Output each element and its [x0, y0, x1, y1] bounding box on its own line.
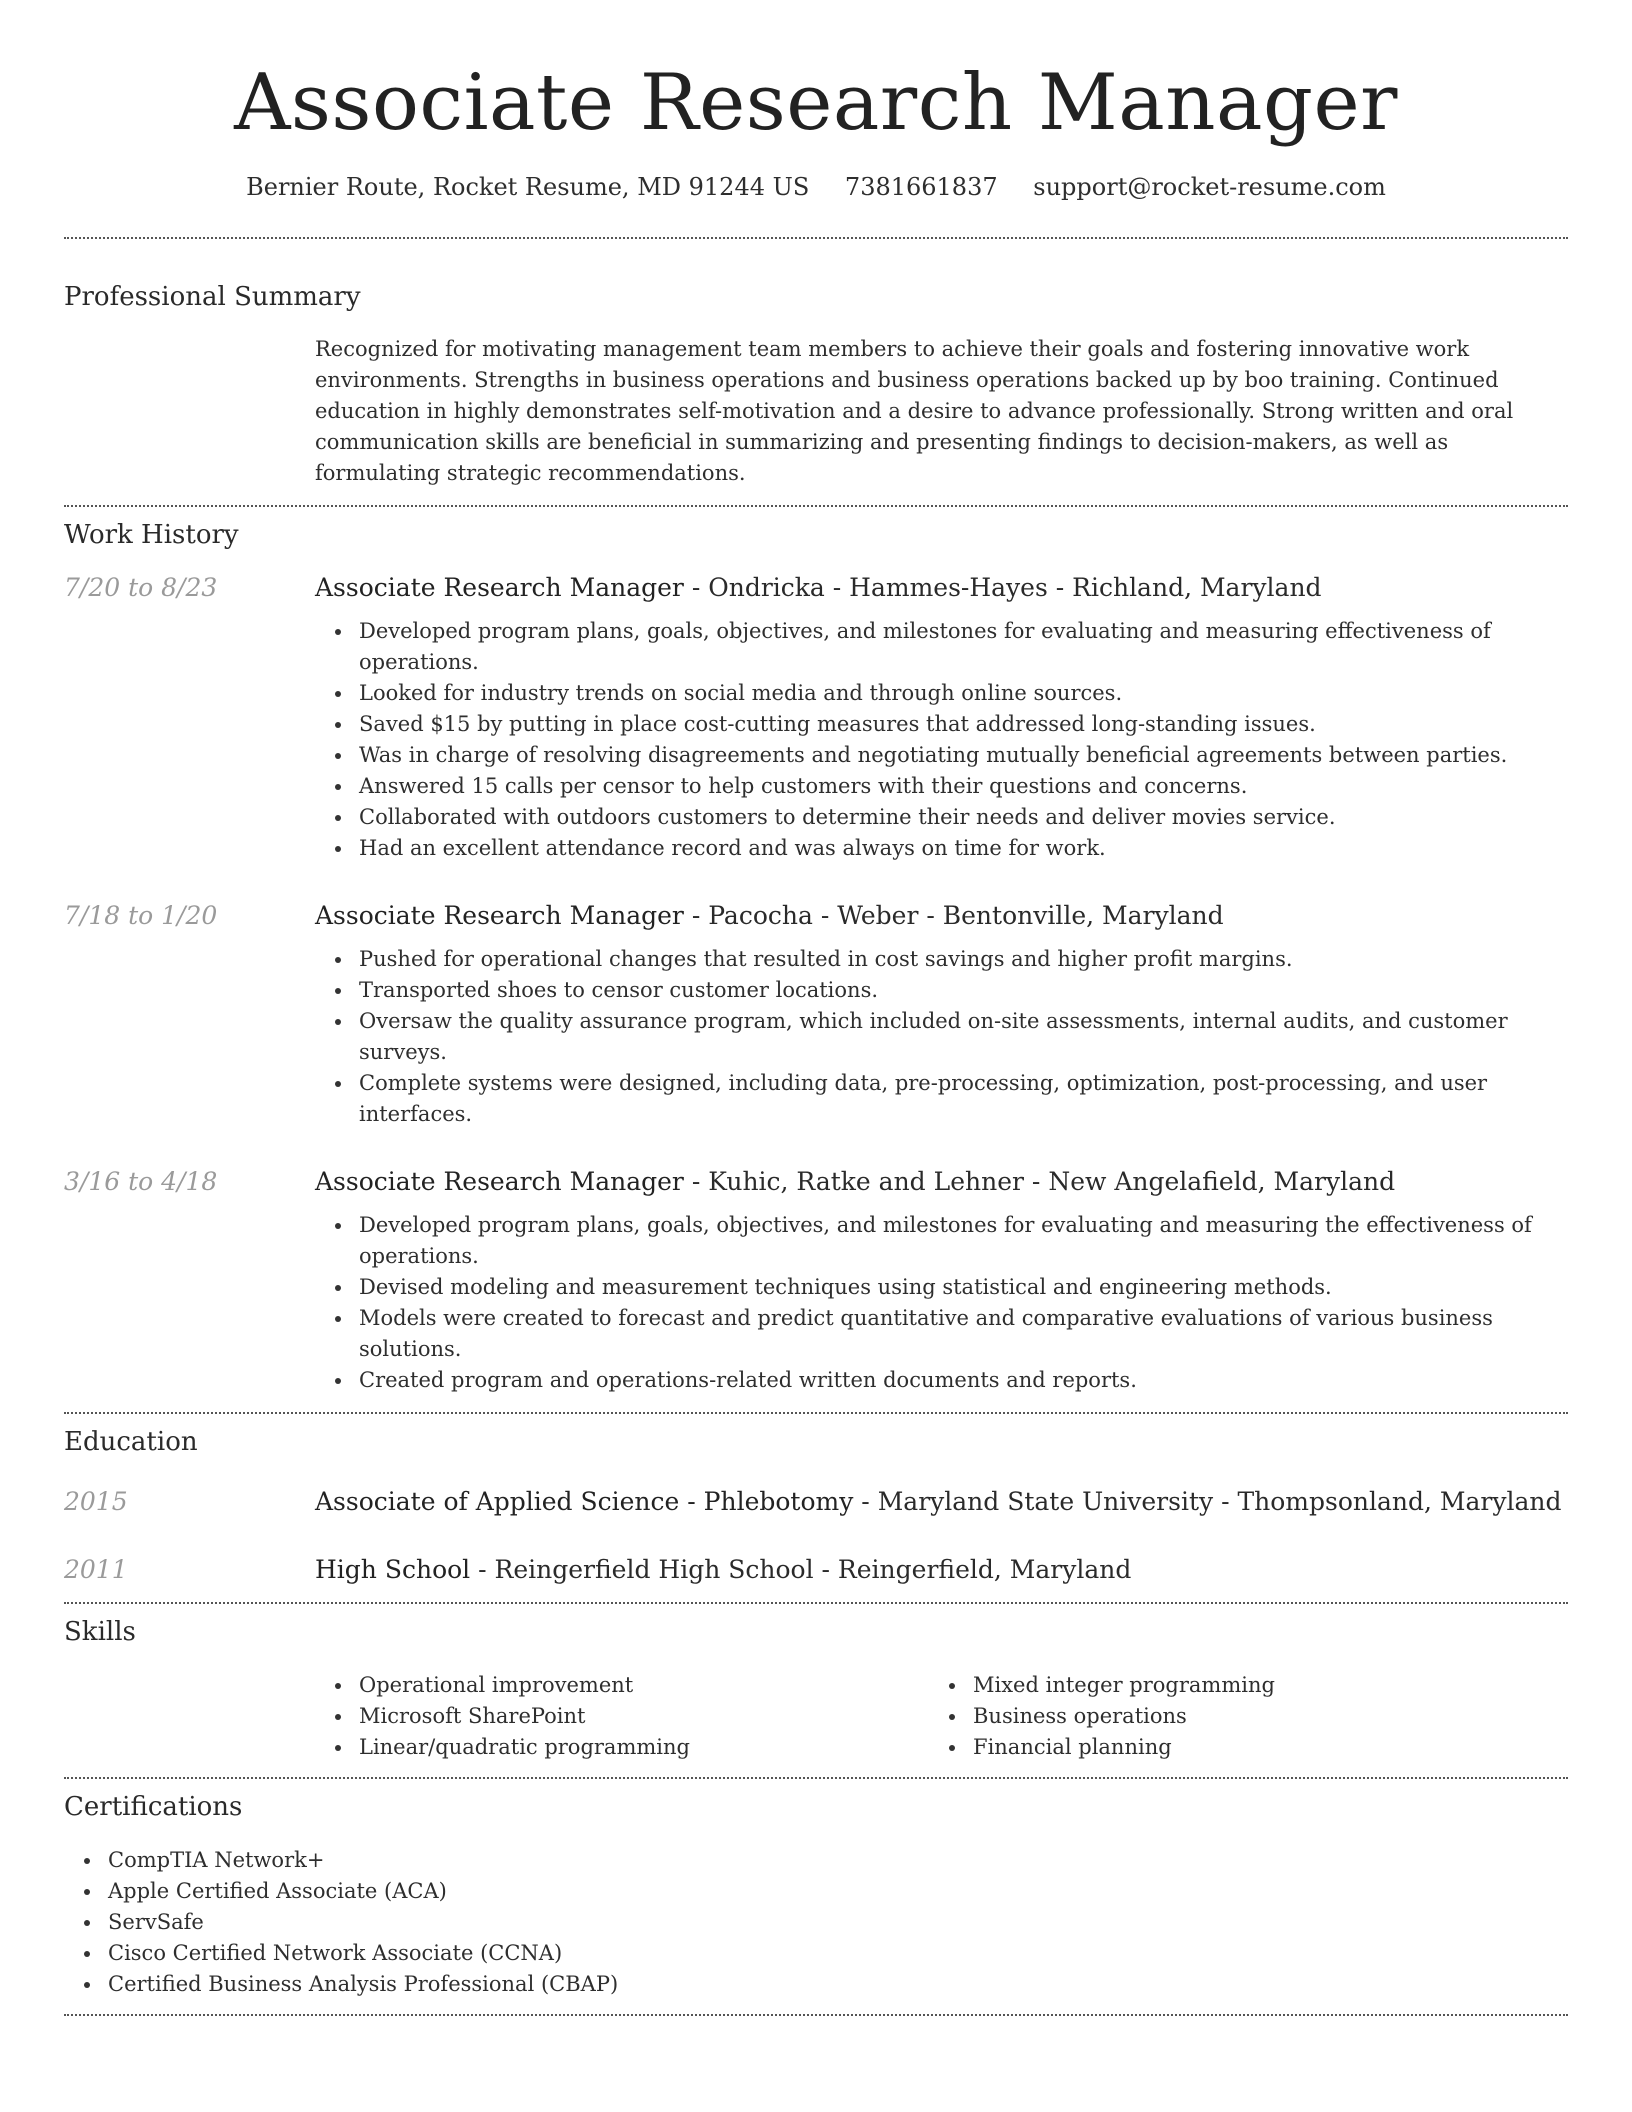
- certification-item: Cisco Certified Network Associate (CCNA): [108, 1938, 1568, 1969]
- certification-item: Apple Certified Associate (ACA): [108, 1876, 1568, 1907]
- certifications-list: [64, 1845, 1568, 2000]
- education-heading: [315, 1552, 1568, 1588]
- job-title: Associate Research Manager: [315, 573, 684, 602]
- work-bullet: Answered 15 calls per censor to help customers with their questions and concerns.: [359, 771, 1568, 802]
- contact-line: [64, 169, 1568, 205]
- education-entry: [64, 1484, 1568, 1520]
- work-heading: [315, 570, 1568, 606]
- section-divider: [64, 505, 1568, 507]
- certification-item: Certified Business Analysis Professional (CBAP): [108, 1969, 1568, 2000]
- skill-item: Mixed integer programming: [973, 1670, 1543, 1701]
- work-entry-body: [315, 570, 1568, 864]
- work-bullet: Saved $15 by putting in place cost-cutting measures that addressed long-standing issues.: [359, 709, 1568, 740]
- degree: Associate of Applied Science - Phlebotomy: [315, 1487, 854, 1516]
- work-bullet: Developed program plans, goals, objectives, and milestones for evaluating and measuring effectiveness of operations.: [359, 616, 1568, 678]
- work-bullet: Collaborated with outdoors customers to determine their needs and deliver movies service.: [359, 802, 1568, 833]
- work-bullet: Pushed for operational changes that resulted in cost savings and higher profit margins.: [359, 944, 1568, 975]
- skill-item: Operational improvement: [359, 1670, 929, 1701]
- work-dates: 7/20 to 8/23: [64, 573, 218, 602]
- certification-item: ServSafe: [108, 1907, 1568, 1938]
- section-divider: [64, 1777, 1568, 1779]
- work-bullet: Had an excellent attendance record and was always on time for work.: [359, 833, 1568, 864]
- section-title-education: Education: [64, 1427, 198, 1457]
- work-entry-body: [315, 898, 1568, 1130]
- job-title: Associate Research Manager: [315, 901, 684, 930]
- job-title: Associate Research Manager: [315, 1167, 684, 1196]
- school-details: - Maryland State University - Thompsonland, Maryland: [853, 1487, 1562, 1516]
- education-heading: [315, 1484, 1568, 1520]
- skill-item: Business operations: [973, 1701, 1543, 1732]
- certification-item: CompTIA Network+: [108, 1845, 1568, 1876]
- school-details: - Reingerfield High School - Reingerfield, Maryland: [470, 1555, 1132, 1584]
- section-divider: [64, 1412, 1568, 1414]
- section-title-summary: Professional Summary: [64, 282, 361, 312]
- work-bullet: Was in charge of resolving disagreements and negotiating mutually beneficial agreements between parties.: [359, 740, 1568, 771]
- skill-item: Linear/quadratic programming: [359, 1732, 929, 1763]
- work-entry: [64, 1164, 1568, 1396]
- job-details: - Pacocha - Weber - Bentonville, Maryland: [683, 901, 1224, 930]
- education-entry: [64, 1552, 1568, 1588]
- summary-text: Recognized for motivating management team members to achieve their goals and fostering innovative work environments. Strengths in business operations and business operations backed up by boo training. Continued education in highly demonstrates self-motivation and a desire to advance professionally. Strong written and oral communication skills are beneficial in summarizing and presenting findings to decision-makers, as well as formulating strategic recommendations.: [315, 337, 1514, 485]
- work-entry: [64, 570, 1568, 864]
- work-bullet: Models were created to forecast and predict quantitative and comparative evaluations of various business solutions.: [359, 1303, 1568, 1365]
- section-title-skills: Skills: [64, 1617, 136, 1647]
- work-bullet: Created program and operations-related written documents and reports.: [359, 1365, 1568, 1396]
- education-year: 2011: [64, 1555, 128, 1584]
- contact-email: support@rocket-resume.com: [1033, 173, 1386, 201]
- work-bullet: Oversaw the quality assurance program, which included on-site assessments, internal audits, and customer surveys.: [359, 1006, 1568, 1068]
- work-bullet: Complete systems were designed, including data, pre-processing, optimization, post-processing, and user interfaces.: [359, 1068, 1568, 1130]
- section-divider: [64, 237, 1568, 239]
- section-title-work-history: Work History: [64, 520, 239, 550]
- work-heading: [315, 1164, 1568, 1200]
- work-heading: [315, 898, 1568, 934]
- skills-list: [315, 1670, 1568, 1763]
- skills-column-left: [315, 1670, 929, 1763]
- section-divider: [64, 1602, 1568, 1604]
- work-bullets: [315, 616, 1568, 864]
- candidate-name: Associate Research Manager: [234, 58, 1398, 148]
- job-details: - Ondricka - Hammes-Hayes - Richland, Maryland: [683, 573, 1322, 602]
- resume-page: [64, 0, 1568, 2016]
- work-bullet: Devised modeling and measurement techniques using statistical and engineering methods.: [359, 1272, 1568, 1303]
- work-dates: 3/16 to 4/18: [64, 1167, 218, 1196]
- section-divider: [64, 2014, 1568, 2016]
- section-title-certifications: Certifications: [64, 1792, 243, 1822]
- contact-phone: 7381661837: [844, 173, 998, 201]
- skill-item: Financial planning: [973, 1732, 1543, 1763]
- skills-column-right: [929, 1670, 1543, 1763]
- job-details: - Kuhic, Ratke and Lehner - New Angelafield, Maryland: [683, 1167, 1396, 1196]
- work-bullets: [315, 944, 1568, 1130]
- contact-address: Bernier Route, Rocket Resume, MD 91244 US: [246, 173, 810, 201]
- degree: High School: [315, 1555, 471, 1584]
- work-bullet: Developed program plans, goals, objectives, and milestones for evaluating and measuring the effectiveness of operations.: [359, 1210, 1568, 1272]
- work-bullet: Looked for industry trends on social media and through online sources.: [359, 678, 1568, 709]
- skill-item: Microsoft SharePoint: [359, 1701, 929, 1732]
- education-year: 2015: [64, 1487, 128, 1516]
- work-entry: [64, 898, 1568, 1130]
- work-bullets: [315, 1210, 1568, 1396]
- work-bullet: Transported shoes to censor customer locations.: [359, 975, 1568, 1006]
- work-dates: 7/18 to 1/20: [64, 901, 218, 930]
- work-entry-body: [315, 1164, 1568, 1396]
